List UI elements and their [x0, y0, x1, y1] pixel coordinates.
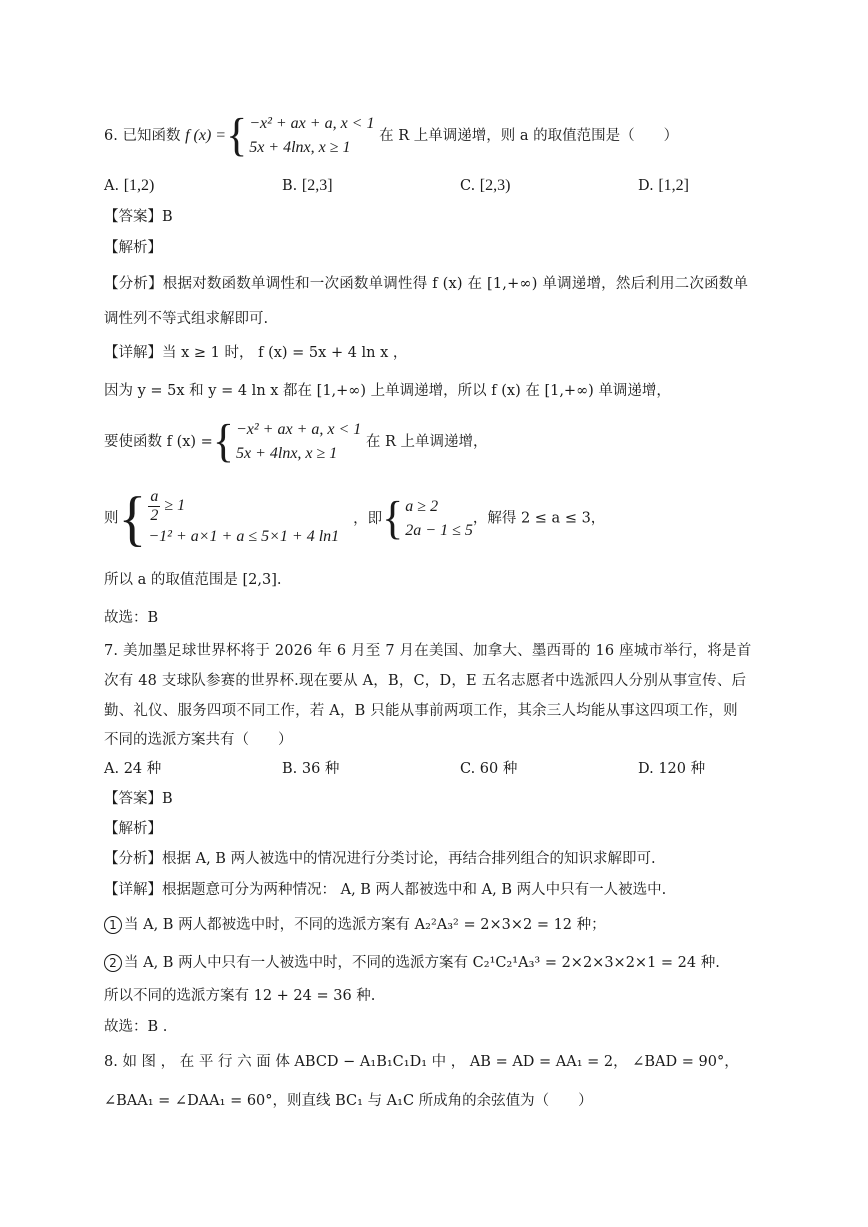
option-label: B. [282, 178, 302, 194]
q7-line2: 次有 48 支球队参赛的世界杯.现在要从 A，B，C，D，E 五名志愿者中选派四人分别从事宣传、后 [104, 673, 747, 689]
q7-line4: 不同的选派方案共有（ ） [104, 732, 293, 748]
fraction-numerator: a [150, 488, 159, 505]
q6-func: f (x) = [185, 127, 227, 144]
fraction-denominator: 2 [150, 507, 159, 524]
option-value: [2,3) [479, 177, 511, 194]
q7-total: 所以不同的选派方案有 12 + 24 = 36 种. [104, 988, 376, 1004]
q6-system [104, 483, 606, 553]
q6-option-a [104, 176, 154, 196]
option-label: C. [460, 761, 480, 777]
q6-condition [104, 415, 488, 468]
brace-icon: { [212, 415, 234, 468]
q7-guxuan: 故选：B . [104, 1019, 168, 1035]
option-label: D. [638, 761, 659, 777]
q6-piecewise-repeat [236, 418, 361, 466]
brace-icon: { [382, 492, 404, 544]
option-value: 60 种 [479, 761, 518, 777]
q6-option-b [282, 176, 333, 196]
q7-case2 [104, 953, 720, 973]
option-value: [1,2) [123, 177, 155, 194]
option-value: [2,3] [301, 177, 333, 194]
q6-system2 [405, 495, 473, 543]
option-label: A. [104, 761, 124, 777]
q7-case1 [104, 915, 606, 935]
q6-system2-row2: 2a − 1 ≤ 5 [405, 521, 473, 539]
q7-line1: 7. 美加墨足球世界杯将于 2026 年 6 月至 7 月在美国、加拿大、墨西哥的 16 座城市举行，将是首 [104, 643, 752, 659]
q6-xiangjie: 【详解】当 x ≥ 1 时， f (x) = 5x + 4 ln x ， [104, 345, 408, 361]
q7-line3: 勤、礼仪、服务四项不同工作，若 A，B 只能从事前两项工作，其余三人均能从事这四项工作，则 [104, 703, 738, 719]
q6-case1-repeat: −x² + ax + a, x < 1 [235, 421, 362, 438]
q6-stem [104, 109, 679, 162]
circled-number-icon: 1 [104, 916, 122, 934]
q6-jiede: ，解得 2 ≤ a ≤ 3， [472, 510, 606, 527]
q6-jiexi: 【解析】 [104, 240, 162, 256]
q6-conclusion: 所以 a 的取值范围是 [2,3]. [104, 572, 282, 588]
brace-icon: { [118, 483, 147, 553]
q6-system1 [148, 488, 339, 549]
q7-jiexi: 【解析】 [104, 821, 162, 837]
q6-reason: 因为 y = 5x 和 y = 4 ln x 都在 [1,+∞) 上单调递增，所以 f (x) 在 [1,+∞) 单调递增， [104, 383, 671, 399]
q6-stem-suffix: 在 R 上单调递增，则 a 的取值范围是（ ） [374, 128, 679, 144]
q7-case1-text: 当 A, B 两人都被选中时，不同的选派方案有 A₂²A₃² = 2×3×2 = 12 种； [124, 917, 606, 933]
q6-answer: 【答案】B [104, 209, 173, 225]
brace-icon: { [226, 109, 248, 162]
q6-system1-row1 [148, 488, 339, 525]
q7-option-a [104, 759, 161, 779]
q8-line1: 8. 如 图 ， 在 平 行 六 面 体 ABCD − A₁B₁C₁D₁ 中 ， AB = AD = AA₁ = 2， ∠BAD = 90°， [104, 1054, 739, 1070]
fraction [148, 488, 160, 525]
q6-condition-prefix: 要使函数 f (x) = [104, 434, 213, 450]
q6-case1: −x² + ax + a, x < 1 [249, 115, 375, 132]
q6-ji: ，即 [353, 510, 383, 527]
q6-fenxi-line1: 【分析】根据对数函数单调性和一次函数单调性得 f (x) 在 [1,+∞) 单调递增，然后利用二次函数单 [104, 276, 749, 292]
option-value: 36 种 [301, 761, 340, 777]
q7-option-d [638, 759, 705, 779]
q6-piecewise [249, 112, 374, 160]
q6-guxuan: 故选：B [104, 610, 159, 626]
option-label: A. [104, 178, 124, 194]
q6-system2-row1: a ≥ 2 [405, 497, 439, 515]
q6-option-d [638, 176, 689, 196]
q6-condition-suffix: 在 R 上单调递增， [361, 434, 488, 450]
option-label: D. [638, 178, 659, 194]
q6-case2-repeat: 5x + 4lnx, x ≥ 1 [235, 445, 338, 462]
q7-xiangjie: 【详解】根据题意可分为两种情况： A, B 两人都被选中和 A, B 两人中只有一人被选中. [104, 882, 667, 898]
option-label: B. [282, 761, 302, 777]
q6-system1-rest: ≥ 1 [160, 497, 186, 515]
q6-case2: 5x + 4lnx, x ≥ 1 [249, 139, 351, 156]
q6-ze: 则 [104, 510, 119, 527]
q7-case2-text: 当 A, B 两人中只有一人被选中时，不同的选派方案有 C₂¹C₂¹A₃³ = 2×2×3×2×1 = 24 种. [124, 955, 720, 971]
option-label: C. [460, 178, 480, 194]
q7-option-c [460, 759, 517, 779]
circled-number-icon: 2 [104, 954, 122, 972]
q6-system1-row2: −1² + a×1 + a ≤ 5×1 + 4 ln1 [148, 528, 340, 545]
q6-fenxi-line2: 调性列不等式组求解即可. [104, 311, 269, 327]
q7-option-b [282, 759, 339, 779]
q7-fenxi: 【分析】根据 A, B 两人被选中的情况进行分类讨论，再结合排列组合的知识求解即可. [104, 851, 656, 867]
q8-line2: ∠BAA₁ = ∠DAA₁ = 60°，则直线 BC₁ 与 A₁C 所成角的余弦值为（ ） [104, 1093, 593, 1109]
option-value: 120 种 [658, 761, 706, 777]
q7-answer: 【答案】B [104, 791, 173, 807]
option-value: 24 种 [123, 761, 162, 777]
option-value: [1,2] [658, 177, 689, 194]
q6-stem-prefix: 6. 已知函数 [104, 128, 186, 144]
q6-option-c [460, 176, 510, 196]
